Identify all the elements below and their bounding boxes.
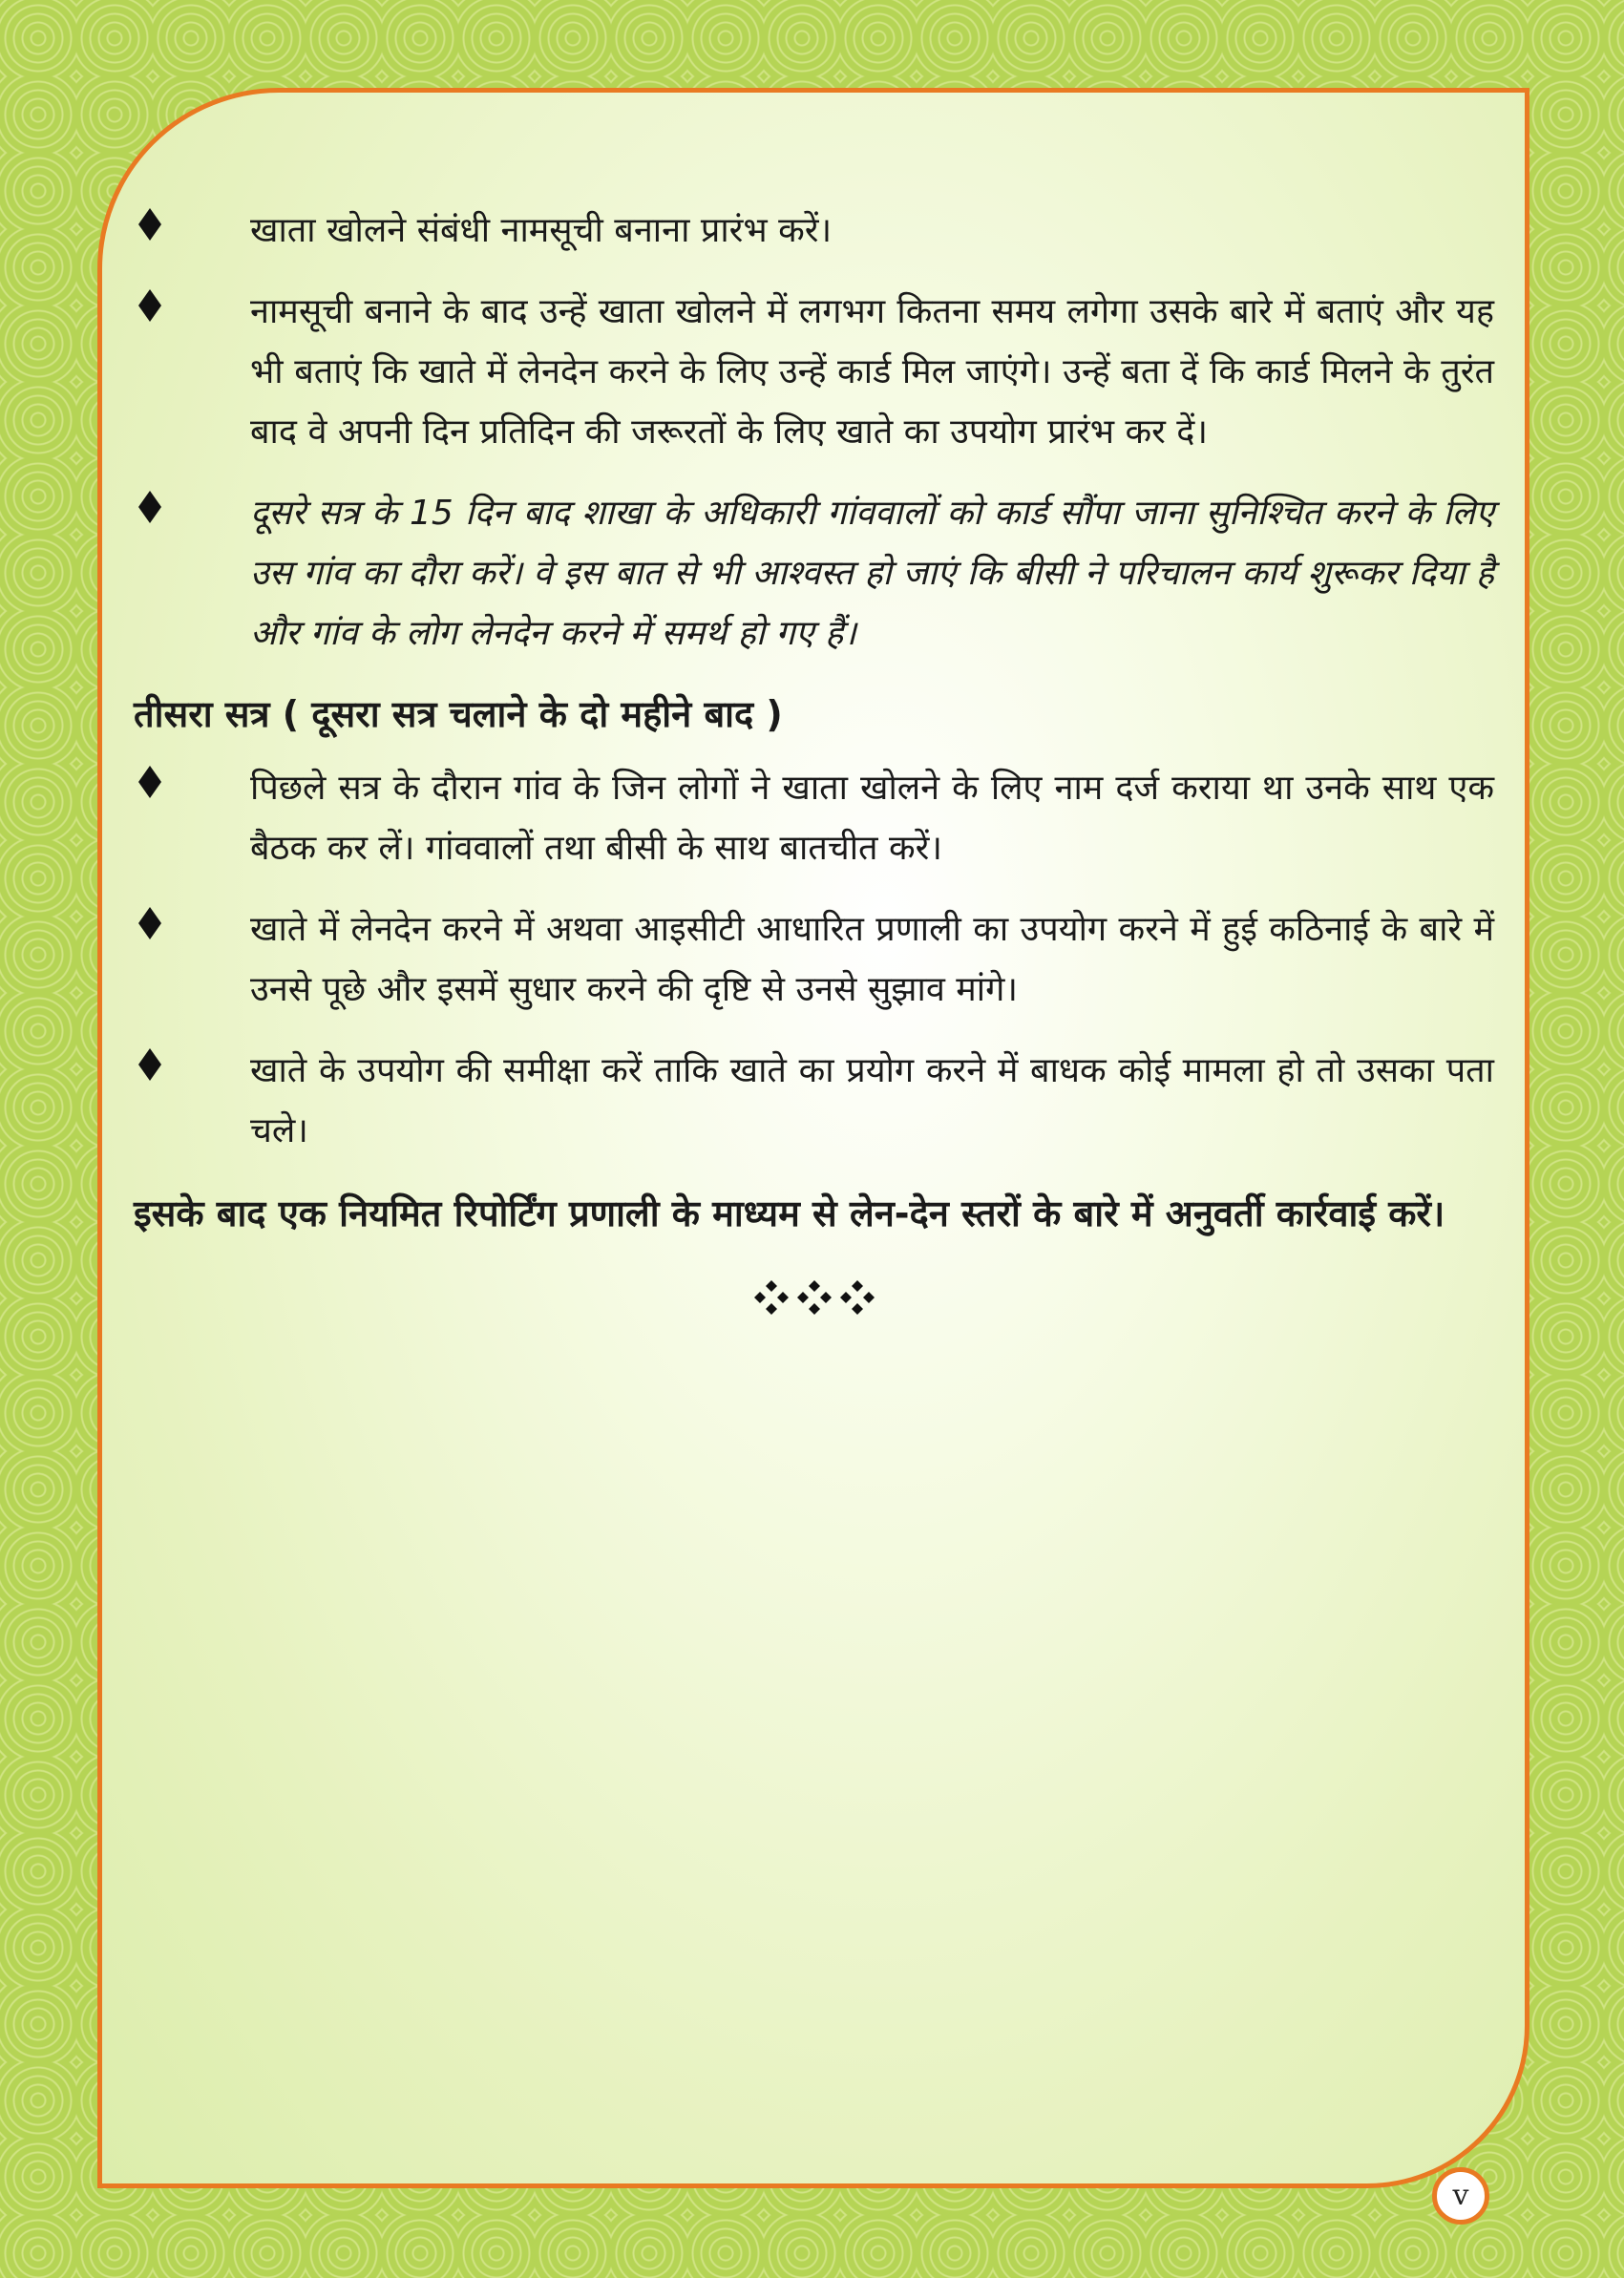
diamond-bullet-icon	[138, 1048, 161, 1071]
diamond-bullet-icon	[138, 491, 161, 514]
list-item-text: खाते के उपयोग की समीक्षा करें ताकि खाते का प्रयोग करने में बाधक कोई मामला हो तो उसका पता चले।	[250, 1051, 1494, 1150]
list-item	[134, 282, 1494, 462]
list-item-text: नामसूची बनाने के बाद उन्हें खाता खोलने में लगभग कितना समय लगेगा उसके बारे में बताएं और यह भी बताएं कि खाते में लेनदेन करने के लिए उन्हें कार्ड मिल जाएंगे। उन्हें बता दें कि कार्ड मिलने के तुरंत बाद वे अपनी दिन प्रतिदिन की जरूरतों के लिए खाते का उपयोग प्रारंभ कर दें।	[250, 292, 1494, 452]
list-item	[134, 1041, 1494, 1161]
list-item-text: खाता खोलने संबंधी नामसूची बनाना प्रारंभ करें।	[250, 211, 833, 250]
diamond-bullet-icon	[138, 208, 161, 231]
list-item-text: दूसरे सत्र के 15 दिन बाद शाखा के अधिकारी गांववालों को कार्ड सौंपा जाना सुनिश्चित करने के लिए उस गांव का दौरा करें। वे इस बात से भी आश्वस्त हो जाएं कि बीसी ने परिचालन कार्य शुरूकर दिया है और गांव के लोग लेनदेन करने में समर्थ हो गए हैं।	[250, 494, 1494, 653]
diamond-bullet-icon	[138, 907, 161, 930]
page-number: v	[1432, 2167, 1489, 2225]
page-content	[134, 200, 1494, 1330]
diamond-bullet-icon	[138, 289, 161, 312]
ornament-divider-icon	[134, 1276, 1494, 1330]
section-heading: तीसरा सत्र ( दूसरा सत्र चलाने के दो महीने बाद )	[134, 693, 783, 735]
list-item	[134, 899, 1494, 1020]
closing-text: इसके बाद एक नियमित रिपोर्टिंग प्रणाली के माध्यम से लेन-देन स्तरों के बारे में अनुवर्ती कार्रवाई करें।	[134, 1192, 1445, 1234]
diamond-bullet-icon	[138, 766, 161, 789]
list-item-text: पिछले सत्र के दौरान गांव के जिन लोगों ने खाता खोलने के लिए नाम दर्ज कराया था उनके साथ एक बैठक कर लें। गांववालों तथा बीसी के साथ बातचीत करें।	[250, 769, 1494, 868]
list-item	[134, 483, 1494, 664]
list-item	[134, 200, 1494, 261]
list-item	[134, 758, 1494, 878]
list-item-text: खाते में लेनदेन करने में अथवा आइसीटी आधारित प्रणाली का उपयोग करने में हुई कठिनाई के बारे में उनसे पूछे और इसमें सुधार करने की दृष्टि से उनसे सुझाव मांगे।	[250, 910, 1494, 1009]
